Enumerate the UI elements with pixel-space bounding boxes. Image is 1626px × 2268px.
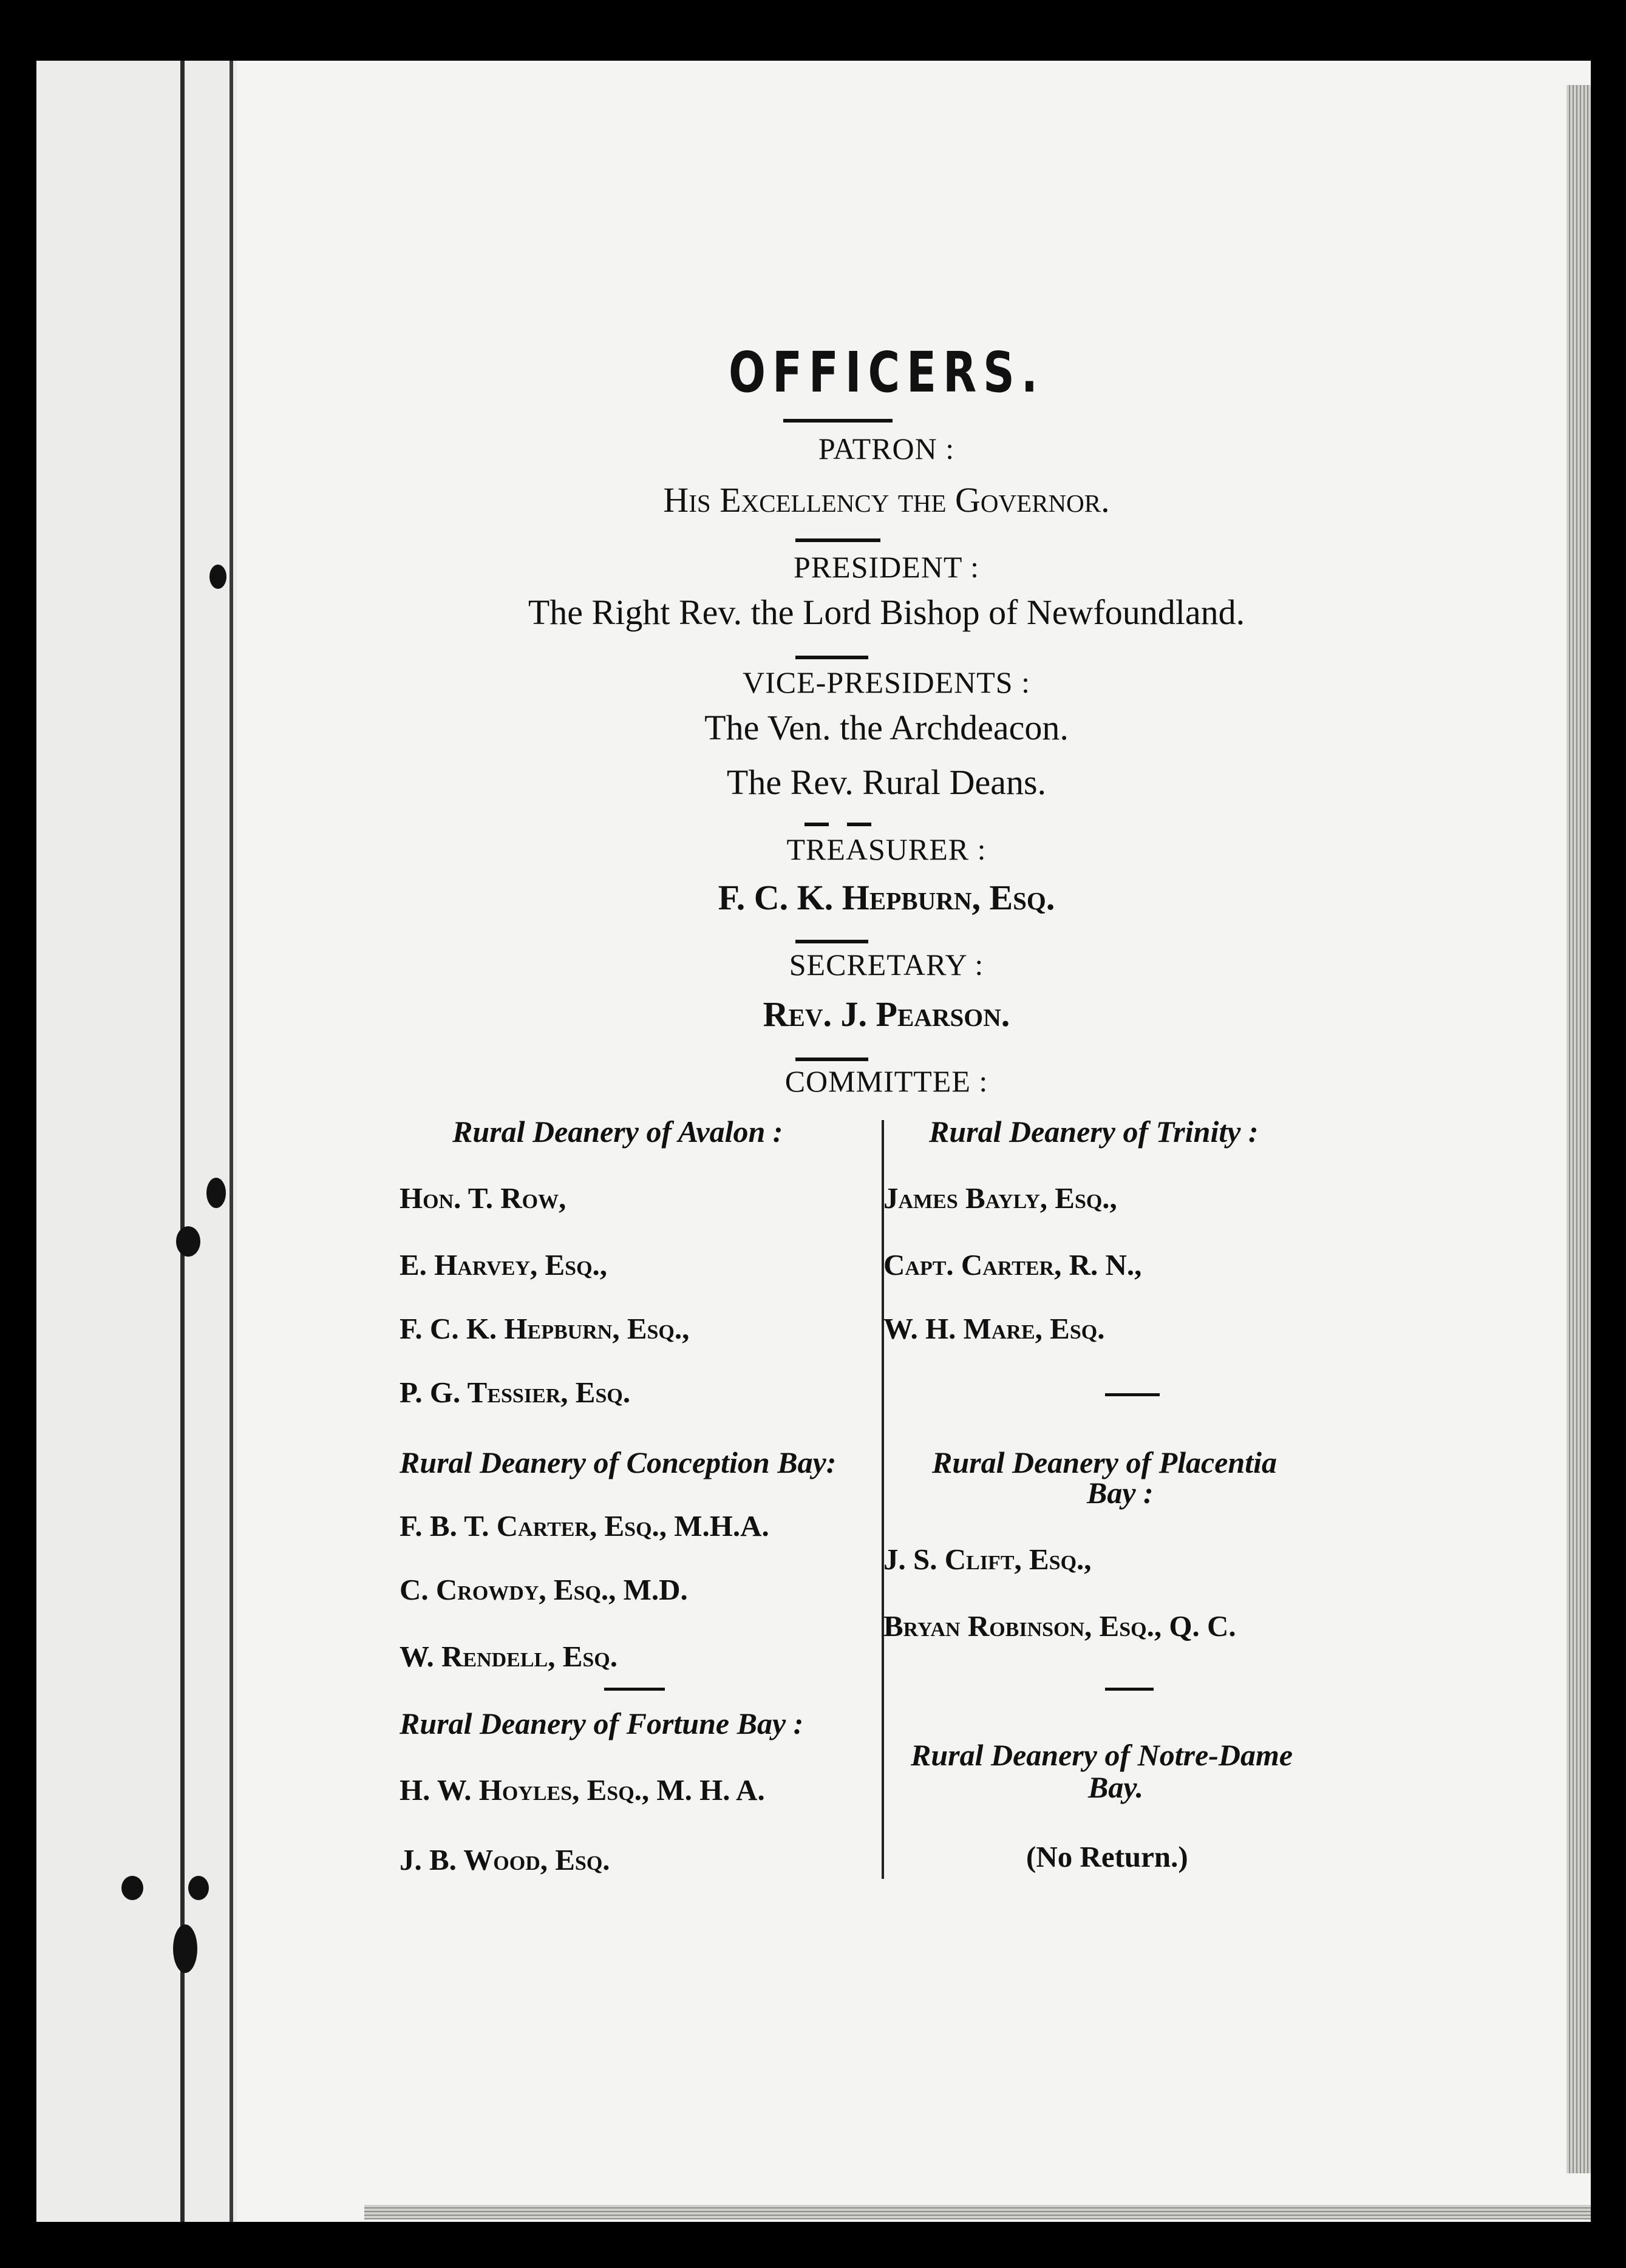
- binding-hole: [209, 565, 226, 589]
- binding-hole: [206, 1178, 226, 1208]
- committee-heading: COMMITTEE :: [784, 1064, 988, 1098]
- committee-member: J. B. Wood, Esq.: [400, 1843, 610, 1876]
- column-divider: [882, 1120, 884, 1879]
- president-name: The Right Rev. the Lord Bishop of Newfoundland.: [528, 592, 1245, 632]
- committee-member: J. S. Clift, Esq.,: [883, 1543, 1092, 1576]
- binding-line: [180, 61, 185, 2222]
- deanery-heading-conception-bay: Rural Deanery of Conception Bay:: [400, 1445, 837, 1479]
- committee-member: W. H. Mare, Esq.: [883, 1312, 1105, 1345]
- divider: [1105, 1393, 1160, 1396]
- divider: [783, 419, 893, 423]
- page-title: OFFICERS.: [729, 340, 1044, 405]
- deanery-heading-notre-dame-bay: Bay.: [1088, 1770, 1144, 1804]
- page-edge-bottom: [364, 2205, 1591, 2219]
- committee-member: P. G. Tessier, Esq.: [400, 1376, 631, 1409]
- patron-heading: PATRON :: [818, 432, 955, 466]
- committee-member: Capt. Carter, R. N.,: [883, 1248, 1142, 1282]
- committee-member: Hon. T. Row,: [400, 1181, 566, 1215]
- divider: [847, 823, 871, 826]
- divider: [795, 656, 868, 659]
- deanery-heading-notre-dame-bay: Rural Deanery of Notre-Dame: [911, 1738, 1293, 1772]
- divider: [1105, 1688, 1154, 1691]
- deanery-heading-avalon: Rural Deanery of Avalon :: [452, 1115, 783, 1149]
- vice-presidents-heading: VICE-PRESIDENTS :: [743, 665, 1030, 699]
- binding-hole: [121, 1876, 143, 1900]
- vice-president-name: The Rev. Rural Deans.: [726, 762, 1047, 802]
- committee-member: F. B. T. Carter, Esq., M.H.A.: [400, 1509, 769, 1543]
- patron-name: His Excellency the Governor.: [663, 480, 1110, 520]
- treasurer-name: F. C. K. Hepburn, Esq.: [718, 878, 1055, 917]
- committee-member: H. W. Hoyles, Esq., M. H. A.: [400, 1773, 765, 1807]
- no-return-note: (No Return.): [1026, 1840, 1188, 1873]
- secretary-name: Rev. J. Pearson.: [763, 994, 1010, 1034]
- treasurer-heading: TREASURER :: [786, 832, 987, 866]
- committee-member: F. C. K. Hepburn, Esq.,: [400, 1312, 690, 1345]
- committee-member: E. Harvey, Esq.,: [400, 1248, 608, 1282]
- committee-member: C. Crowdy, Esq., M.D.: [400, 1573, 688, 1606]
- divider: [795, 940, 868, 943]
- deanery-heading-placentia-bay: Bay :: [1087, 1476, 1154, 1510]
- deanery-heading-trinity: Rural Deanery of Trinity :: [929, 1115, 1259, 1149]
- committee-member: W. Rendell, Esq.: [400, 1640, 617, 1673]
- divider: [804, 823, 829, 826]
- divider: [795, 1058, 868, 1061]
- binding-hole: [176, 1226, 200, 1257]
- secretary-heading: SECRETARY :: [789, 948, 984, 982]
- vice-president-name: The Ven. the Archdeacon.: [704, 708, 1069, 747]
- binding-hole: [173, 1924, 197, 1973]
- deanery-heading-fortune-bay: Rural Deanery of Fortune Bay :: [400, 1706, 804, 1740]
- deanery-heading-placentia-bay: Rural Deanery of Placentia: [932, 1445, 1277, 1479]
- divider: [604, 1688, 665, 1691]
- binding-hole: [188, 1876, 209, 1900]
- divider: [795, 538, 880, 542]
- binding-line: [230, 61, 233, 2222]
- committee-member: Bryan Robinson, Esq., Q. C.: [883, 1609, 1236, 1643]
- president-heading: PRESIDENT :: [794, 550, 979, 584]
- committee-member: James Bayly, Esq.,: [883, 1181, 1117, 1215]
- page-edge-right: [1566, 85, 1591, 2173]
